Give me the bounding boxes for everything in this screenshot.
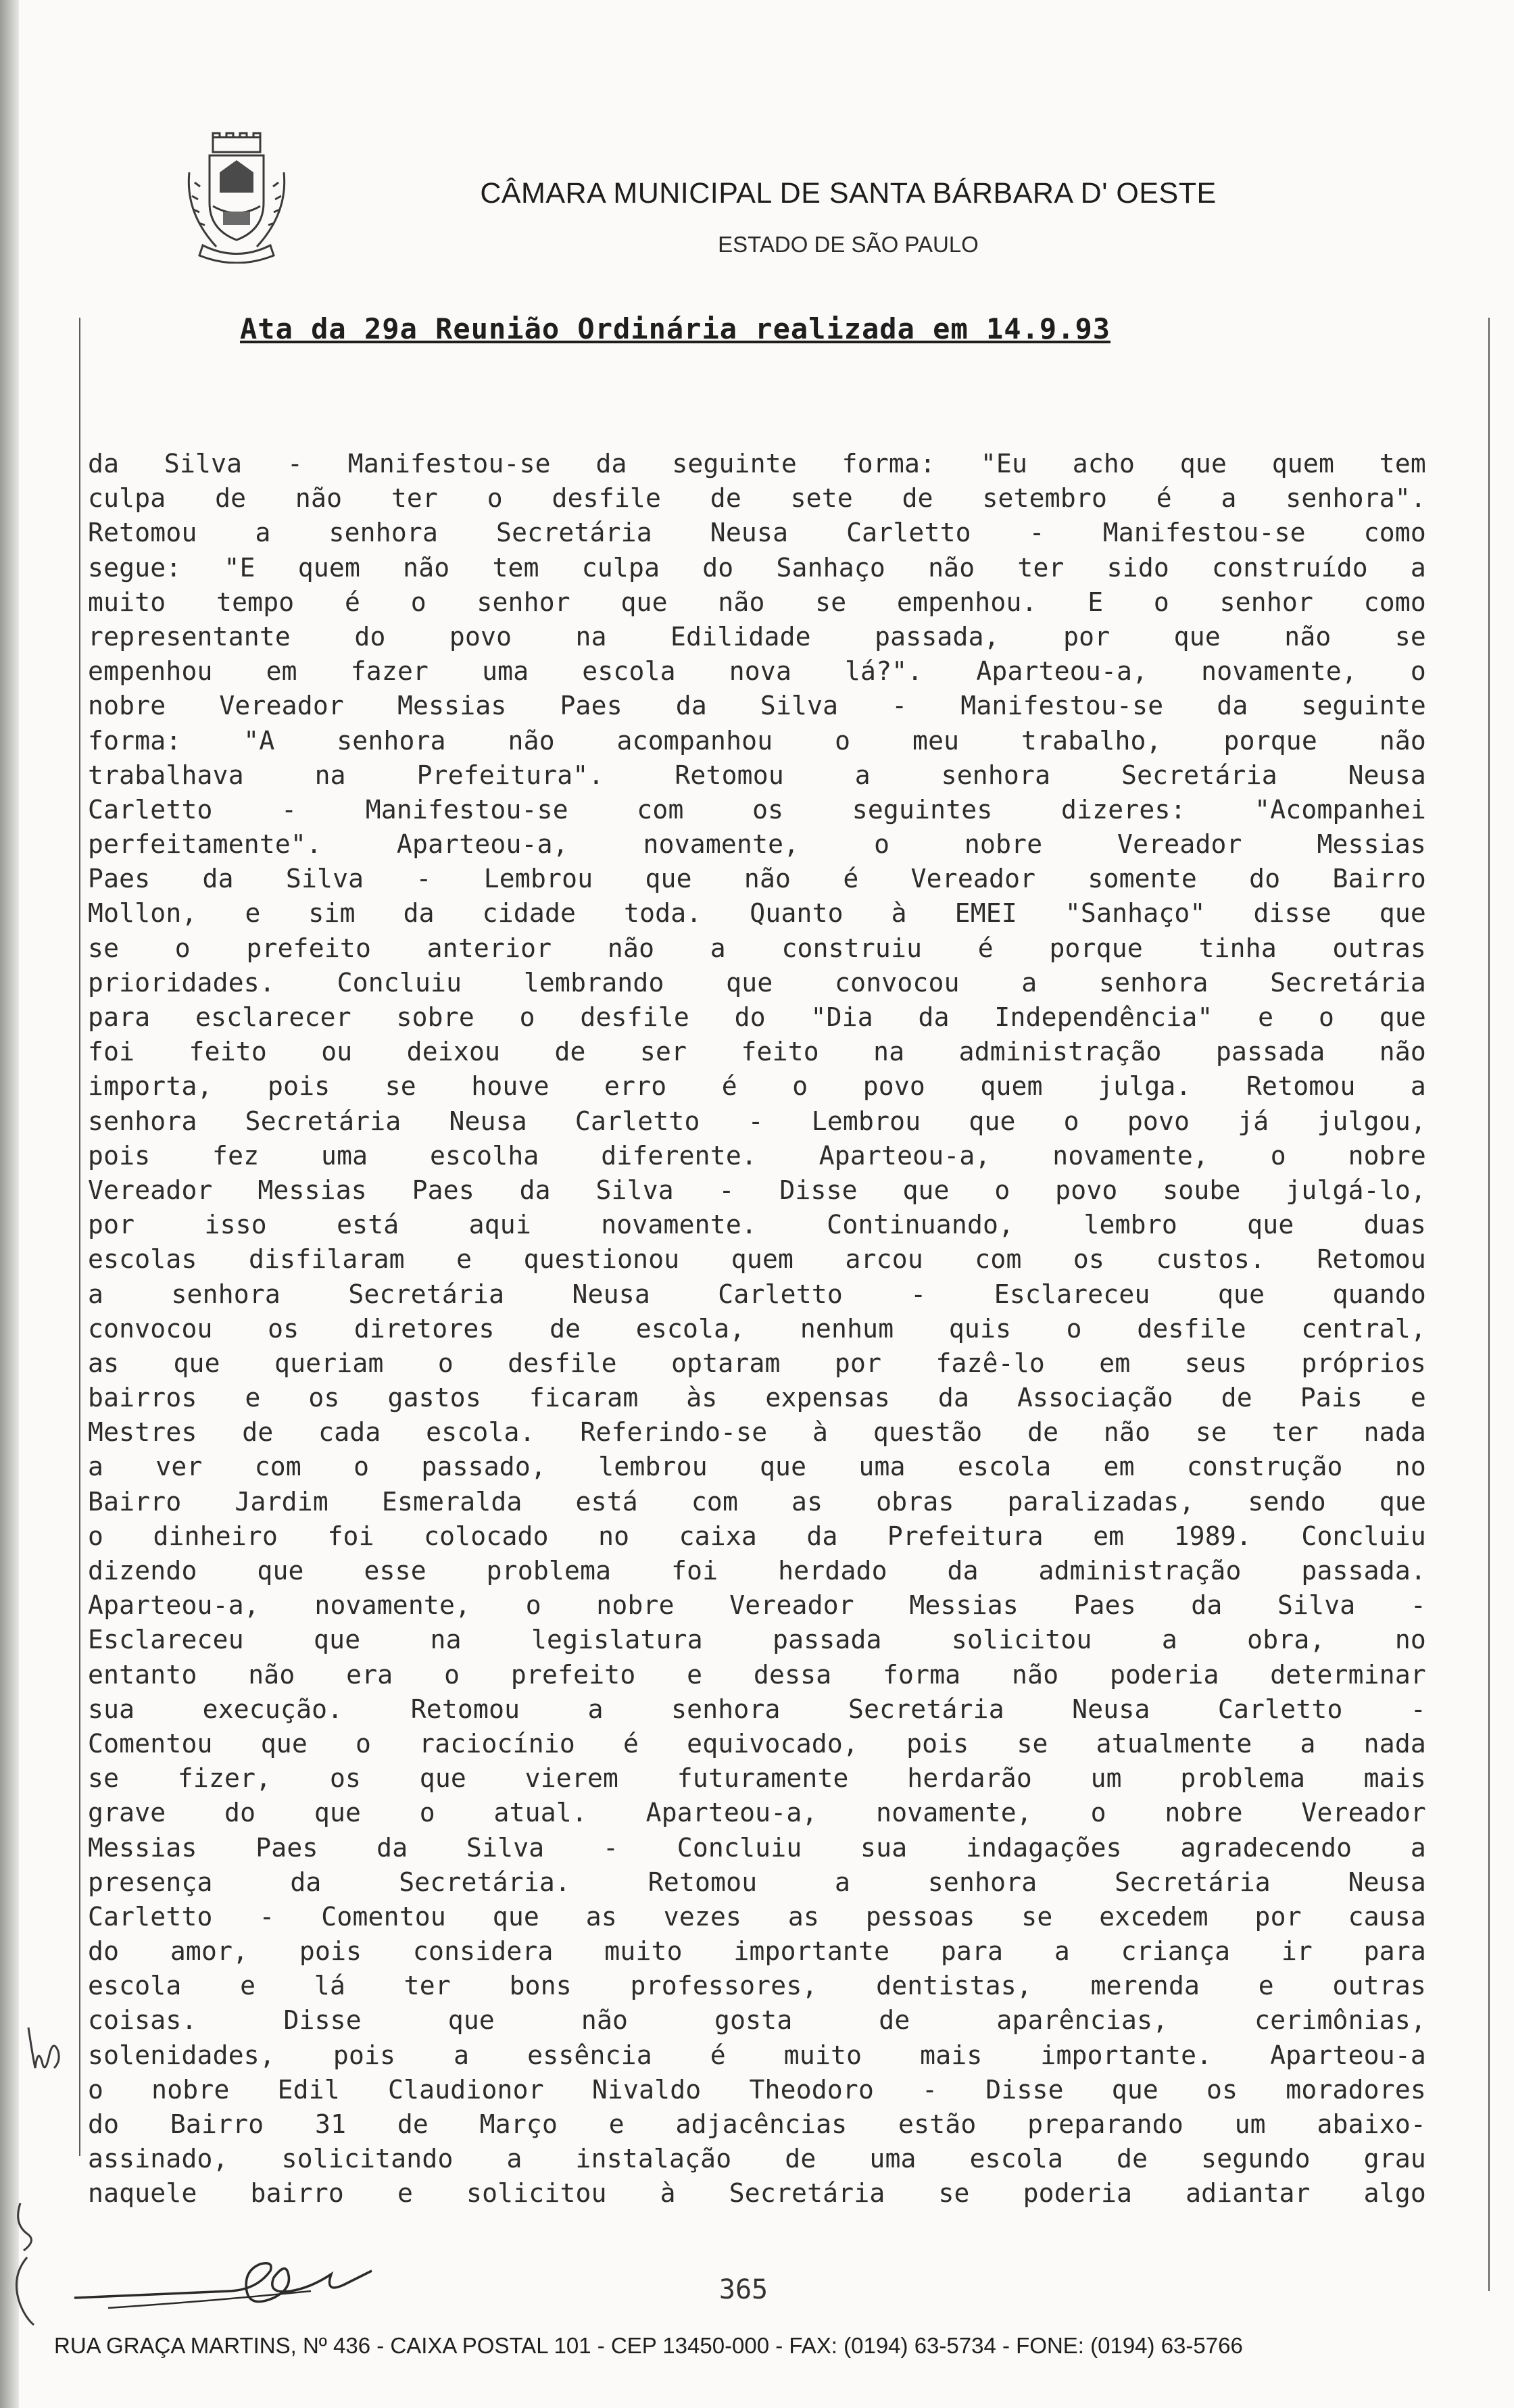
text-line: importa, pois se houve erro é o povo quem julga. Retomou a [88, 1071, 1426, 1102]
text-line: o nobre Edil Claudionor Nivaldo Theodoro - Disse que os moradores [88, 2074, 1426, 2105]
text-line: Comentou que o raciocínio é equivocado, pois se atualmente a nada [88, 1728, 1426, 1759]
institution-name: CÂMARA MUNICIPAL DE SANTA BÁRBARA D' OESTE [480, 177, 1217, 210]
margin-initials-icon [23, 2014, 64, 2095]
scan-edge [0, 0, 19, 2408]
text-line: a ver com o passado, lembrou que uma escola em construção no [88, 1452, 1426, 1482]
text-line: Vereador Messias Paes da Silva - Disse que o povo soube julgá-lo, [88, 1175, 1426, 1205]
text-line: prioridades. Concluiu lembrando que convocou a senhora Secretária [88, 967, 1426, 998]
text-line: se fizer, os que vierem futuramente herdarão um problema mais [88, 1763, 1426, 1794]
text-line: do amor, pois considera muito importante para a criança ir para [88, 1936, 1426, 1967]
text-line: Carletto - Comentou que as vezes as pessoas se excedem por causa [88, 1901, 1426, 1932]
text-line: Messias Paes da Silva - Concluiu sua indagações agradecendo a [88, 1832, 1426, 1863]
frame-left-rule [79, 318, 80, 2156]
text-line: para esclarecer sobre o desfile do "Dia da Independência" e o que [88, 1002, 1426, 1032]
text-line: coisas. Disse que não gosta de aparências, cerimônias, [88, 2005, 1426, 2036]
text-line: Paes da Silva - Lembrou que não é Vereador somente do Bairro [88, 864, 1426, 894]
text-line: escolas disfilaram e questionou quem arcou com os custos. Retomou [88, 1244, 1426, 1275]
text-line: convocou os diretores de escola, nenhum quis o desfile central, [88, 1313, 1426, 1344]
text-line: a senhora Secretária Neusa Carletto - Esclareceu que quando [88, 1279, 1426, 1309]
text-line: Mestres de cada escola. Referindo-se à questão de não se ter nada [88, 1417, 1426, 1448]
text-line: da Silva - Manifestou-se da seguinte forma: "Eu acho que quem tem [88, 449, 1426, 478]
text-line: as que queriam o desfile optaram por fazê-lo em seus próprios [88, 1348, 1426, 1378]
text-line: senhora Secretária Neusa Carletto - Lembrou que o povo já julgou, [88, 1106, 1426, 1136]
text-line: o dinheiro foi colocado no caixa da Prefeitura em 1989. Concluiu [88, 1521, 1426, 1551]
frame-right-rule [1488, 318, 1490, 2291]
text-line: Retomou a senhora Secretária Neusa Carletto - Manifestou-se como [88, 518, 1426, 548]
text-line: culpa de não ter o desfile de sete de setembro é a senhora". [88, 483, 1426, 514]
text-line: segue: "E quem não tem culpa do Sanhaço não ter sido construído a [88, 552, 1426, 583]
signature-icon [68, 2223, 385, 2318]
text-line: naquele bairro e solicitou à Secretária se poderia adiantar algo [88, 2178, 1426, 2209]
text-line: pois fez uma escolha diferente. Aparteou-a, novamente, o nobre [88, 1140, 1426, 1171]
text-line: escola e lá ter bons professores, dentistas, merenda e outras [88, 1971, 1426, 2001]
document-title: Ata da 29a Reunião Ordinária realizada em 14.9.93 [240, 312, 1111, 345]
text-line: presença da Secretária. Retomou a senhora Secretária Neusa [88, 1867, 1426, 1897]
text-line: Bairro Jardim Esmeralda está com as obras paralizadas, sendo que [88, 1486, 1426, 1517]
text-line: empenhou em fazer uma escola nova lá?". Aparteou-a, novamente, o [88, 656, 1426, 687]
text-line: do Bairro 31 de Março e adjacências estão preparando um abaixo- [88, 2109, 1426, 2139]
text-line: trabalhava na Prefeitura". Retomou a senhora Secretária Neusa [88, 760, 1426, 790]
text-line: assinado, solicitando a instalação de uma escola de segundo grau [88, 2144, 1426, 2174]
letterhead-footer: RUA GRAÇA MARTINS, Nº 436 - CAIXA POSTAL 101 - CEP 13450-000 - FAX: (0194) 63-5734 - FONE: (0194) 63-5766 [54, 2333, 1243, 2358]
text-line: nobre Vereador Messias Paes da Silva - Manifestou-se da seguinte [88, 691, 1426, 721]
text-line: muito tempo é o senhor que não se empenhou. E o senhor como [88, 587, 1426, 617]
text-line: sua execução. Retomou a senhora Secretária Neusa Carletto - [88, 1694, 1426, 1724]
text-line: Aparteou-a, novamente, o nobre Vereador Messias Paes da Silva - [88, 1590, 1426, 1621]
text-line: representante do povo na Edilidade passada, por que não se [88, 621, 1426, 652]
text-line: bairros e os gastos ficaram às expensas da Associação de Pais e [88, 1383, 1426, 1413]
text-line: Esclareceu que na legislatura passada solicitou a obra, no [88, 1625, 1426, 1655]
text-line: solenidades, pois a essência é muito mais importante. Aparteou-a [88, 2040, 1426, 2070]
text-line: dizendo que esse problema foi herdado da administração passada. [88, 1556, 1426, 1586]
page-number: 365 [718, 2274, 768, 2305]
text-line: perfeitamente". Aparteou-a, novamente, o nobre Vereador Messias [88, 829, 1426, 860]
text-line: Mollon, e sim da cidade toda. Quanto à EMEI "Sanhaço" disse que [88, 898, 1426, 929]
text-line: forma: "A senhora não acompanhou o meu trabalho, porque não [88, 725, 1426, 756]
text-line: entanto não era o prefeito e dessa forma não poderia determinar [88, 1659, 1426, 1690]
text-line: se o prefeito anterior não a construiu é porque tinha outras [88, 933, 1426, 963]
coat-of-arms-icon [182, 132, 291, 264]
minutes-body [88, 447, 1426, 2211]
text-line: Carletto - Manifestou-se com os seguintes dizeres: "Acompanhei [88, 794, 1426, 825]
margin-initials-icon [0, 2196, 41, 2332]
text-line: foi feito ou deixou de ser feito na administração passada não [88, 1037, 1426, 1067]
state-name: ESTADO DE SÃO PAULO [718, 232, 979, 257]
text-line: por isso está aqui novamente. Continuando, lembro que duas [88, 1210, 1426, 1240]
text-line: grave do que o atual. Aparteou-a, novamente, o nobre Vereador [88, 1798, 1426, 1828]
